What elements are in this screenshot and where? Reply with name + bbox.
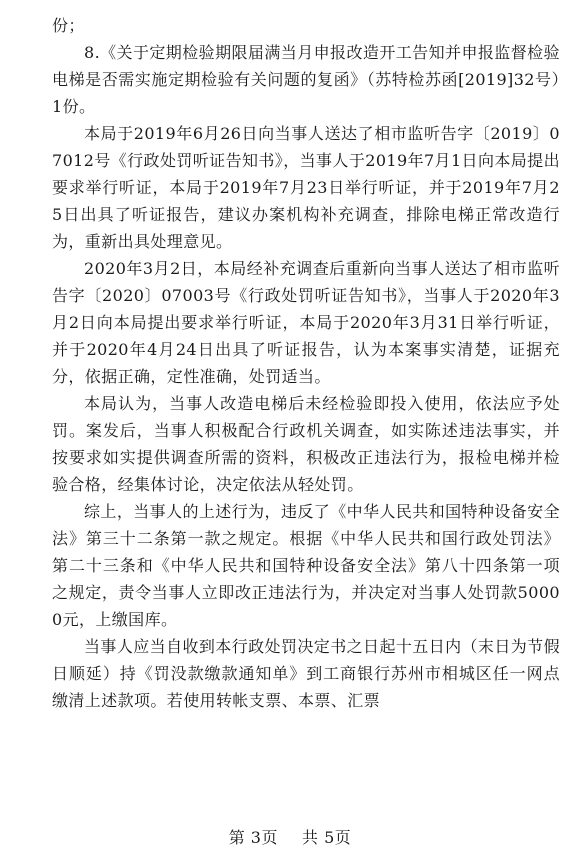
paragraph-payment-instructions: 当事人应当自收到本行政处罚决定书之日起十五日内（末日为节假日顺延）持《罚没款缴款通知单》到工商银行苏州市相城区任一网点缴清上述款项。若使用转帐支票、本票、汇票 bbox=[52, 637, 560, 710]
paragraph-bureau-opinion: 本局认为，当事人改造电梯后未经检验即投入使用，依法应予处罚。案发后，当事人积极配合行政机关调查，如实陈述违法事实，并按要求如实提供调查所需的资料，积极改正违法行为，报检电梯并检验合格，经集体讨论，决定依法从轻处罚。 bbox=[52, 394, 560, 494]
page-number: 第 3页 bbox=[228, 828, 278, 847]
paragraph-hearing-2019: 本局于2019年6月26日向当事人送达了相市监听告字〔2019〕07012号《行政处罚听证告知书》，当事人于2019年7月1日向本局提出要求举行听证，本局于2019年7月23日举行听证，并于2019年7月25日出具了听证报告，建议办案机构补充调查，排除电梯正常改造行为，重新出具处理意见。 bbox=[52, 124, 560, 251]
page-footer bbox=[0, 825, 580, 848]
page-total: 共 5页 bbox=[302, 828, 352, 847]
paragraph-continuation: 份； bbox=[52, 16, 85, 35]
paragraph-decision: 综上，当事人的上述行为，违反了《中华人民共和国特种设备安全法》第三十二条第一款之规定。根据《中华人民共和国行政处罚法》第二十三条和《中华人民共和国特种设备安全法》第八十四条第一项之规定，责令当事人立即改正违法行为，并决定对当事人处罚款50000元，上缴国库。 bbox=[52, 502, 560, 629]
paragraph-hearing-2020: 2020年3月2日，本局经补充调查后重新向当事人送达了相市监听告字〔2020〕07003号《行政处罚听证告知书》，当事人于2020年3月2日向本局提出要求举行听证，本局于2020年3月31日举行听证，并于2020年4月24日出具了听证报告，认为本案事实清楚，证据充分，依据正确，定性准确，处罚适当。 bbox=[52, 259, 560, 386]
paragraph-evidence-item-8: 8.《关于定期检验期限届满当月申报改造开工告知并申报监督检验电梯是否需实施定期检验有关问题的复函》（苏特检苏函[2019]32号）1份。 bbox=[52, 43, 560, 116]
